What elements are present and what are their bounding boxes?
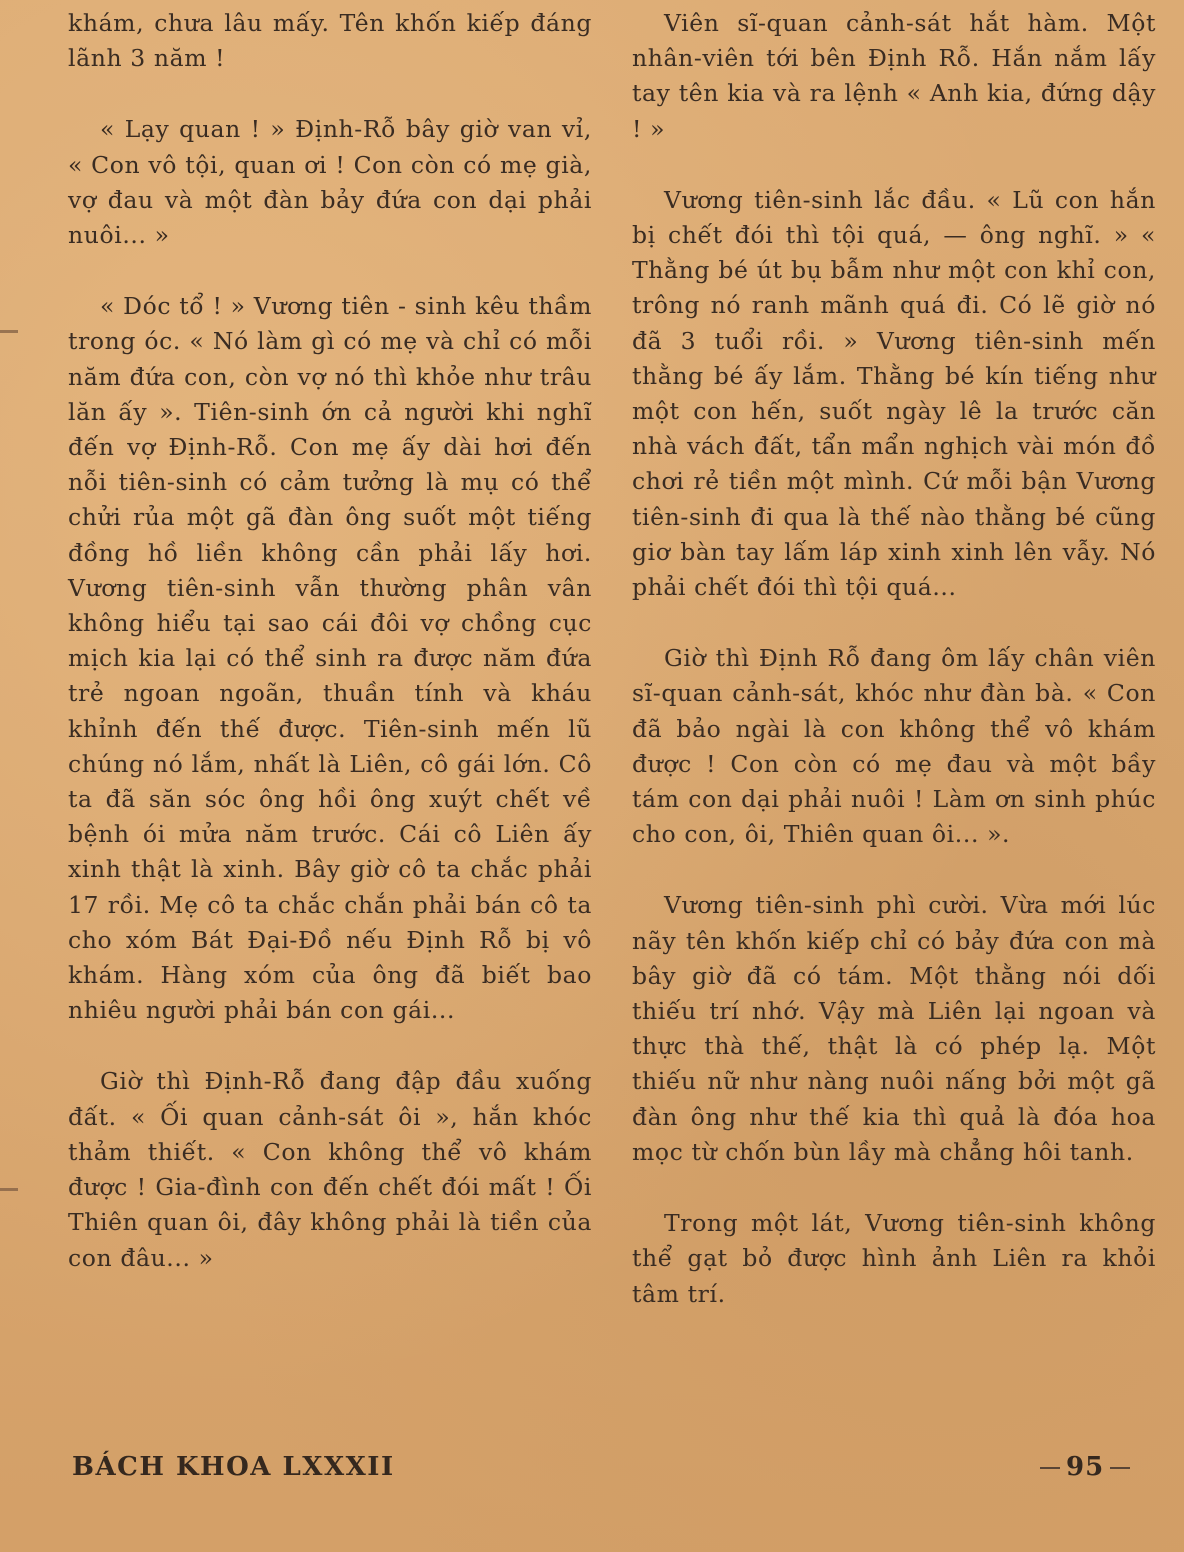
paragraph: Giờ thì Định Rỗ đang ôm lấy chân viên sĩ-quan cảnh-sát, khóc như đàn bà. « Con đã bảo ngài là con không thể vô khám được ! Con còn có mẹ đau và một bầy tám con dại phải nuôi ! Làm ơn sinh phúc cho con, ôi, Thiên quan ôi... ». — [632, 644, 1156, 849]
paragraph: « Dóc tổ ! » Vương tiên - sinh kêu thầm trong óc. « Nó làm gì có mẹ và chỉ có mỗi năm đứa con, còn vợ nó thì khỏe như trâu lăn ấy ». Tiên-sinh ớn cả người khi nghĩ đến vợ Định-Rỗ. Con mẹ ấy dài hơi đến nỗi tiên-sinh có cảm tưởng là mụ có thể chửi rủa một gã đàn ông suốt một tiếng đồng hồ liền không cần phải lấy hơi. Vương tiên-sinh vẫn thường phân vân không hiểu tại sao cái đôi vợ chồng cục mịch kia lại có thể sinh ra được năm đứa trẻ ngoan ngoãn, thuần tính và kháu khỉnh đến thế được. Tiên-sinh mến lũ chúng nó lắm, nhất là Liên, cô gái lớn. Cô ta đã săn sóc ông hồi ông xuýt chết về bệnh ói mửa năm trước. Cái cô Liên ấy xinh thật là xinh. Bây giờ cô ta chắc phải 17 rồi. Mẹ cô ta chắc chắn phải bán cô ta cho xóm Bát Đại-Đồ nếu Định Rỗ bị vô khám. Hàng xóm của ông đã biết bao nhiêu người phải bán con gái... — [68, 292, 592, 1025]
paragraph: Vương tiên-sinh lắc đầu. « Lũ con hắn bị chết đói thì tội quá, — ông nghĩ. » « Thằng bé út bụ bẫm như một con khỉ con, trông nó ranh mãnh quá đi. Có lẽ giờ nó đã 3 tuổi rồi. » Vương tiên-sinh mến thằng bé ấy lắm. Thằng bé kín tiếng như một con hến, suốt ngày lê la trước căn nhà vách đất, tẩn mẩn nghịch vài món đồ chơi rẻ tiền một mình. Cứ mỗi bận Vương tiên-sinh đi qua là thế nào thằng bé cũng giơ bàn tay lấm láp xinh xinh lên vẫy. Nó phải chết đói thì tội quá... — [632, 185, 1156, 602]
dash-ornament — [1110, 1467, 1130, 1469]
paragraph: Viên sĩ-quan cảnh-sát hắt hàm. Một nhân-viên tới bên Định Rỗ. Hắn nắm lấy tay tên kia và ra lệnh « Anh kia, đứng dậy ! » — [632, 9, 1156, 143]
paragraph: Vương tiên-sinh phì cười. Vừa mới lúc nãy tên khốn kiếp chỉ có bảy đứa con mà bây giờ đã có tám. Một thằng nói dối thiếu trí nhớ. Vậy mà Liên lại ngoan và thực thà thế, thật là có phép lạ. Một thiếu nữ như nàng nuôi nấng bởi một gã đàn ông như thế kia thì quả là đóa hoa mọc từ chốn bùn lầy mà chẳng hôi tanh. — [632, 891, 1156, 1166]
right-column — [632, 6, 1156, 1348]
left-column — [68, 6, 592, 1312]
paragraph: khám, chưa lâu mấy. Tên khốn kiếp đáng lãnh 3 năm ! — [68, 9, 592, 73]
magazine-footer: BÁCH KHOA LXXXII — [72, 1452, 395, 1482]
page-edge-mark — [0, 1188, 18, 1191]
page-edge-mark — [0, 330, 18, 333]
paragraph: « Lạy quan ! » Định-Rỗ bây giờ van vỉ, « Con vô tội, quan ơi ! Con còn có mẹ già, vợ đau và một đàn bảy đứa con dại phải nuôi... » — [68, 115, 592, 250]
dash-ornament — [1040, 1467, 1060, 1469]
paragraph: Trong một lát, Vương tiên-sinh không thể gạt bỏ được hình ảnh Liên ra khỏi tâm trí. — [632, 1209, 1156, 1308]
page-number: 95 — [1066, 1452, 1105, 1482]
paragraph: Giờ thì Định-Rỗ đang đập đầu xuống đất. « Ối quan cảnh-sát ôi », hắn khóc thảm thiết. « Con không thể vô khám được ! Gia-đình con đến chết đói mất ! Ối Thiên quan ôi, đây không phải là tiền của con đâu... » — [68, 1067, 592, 1272]
page-number-footer — [1034, 1452, 1136, 1482]
